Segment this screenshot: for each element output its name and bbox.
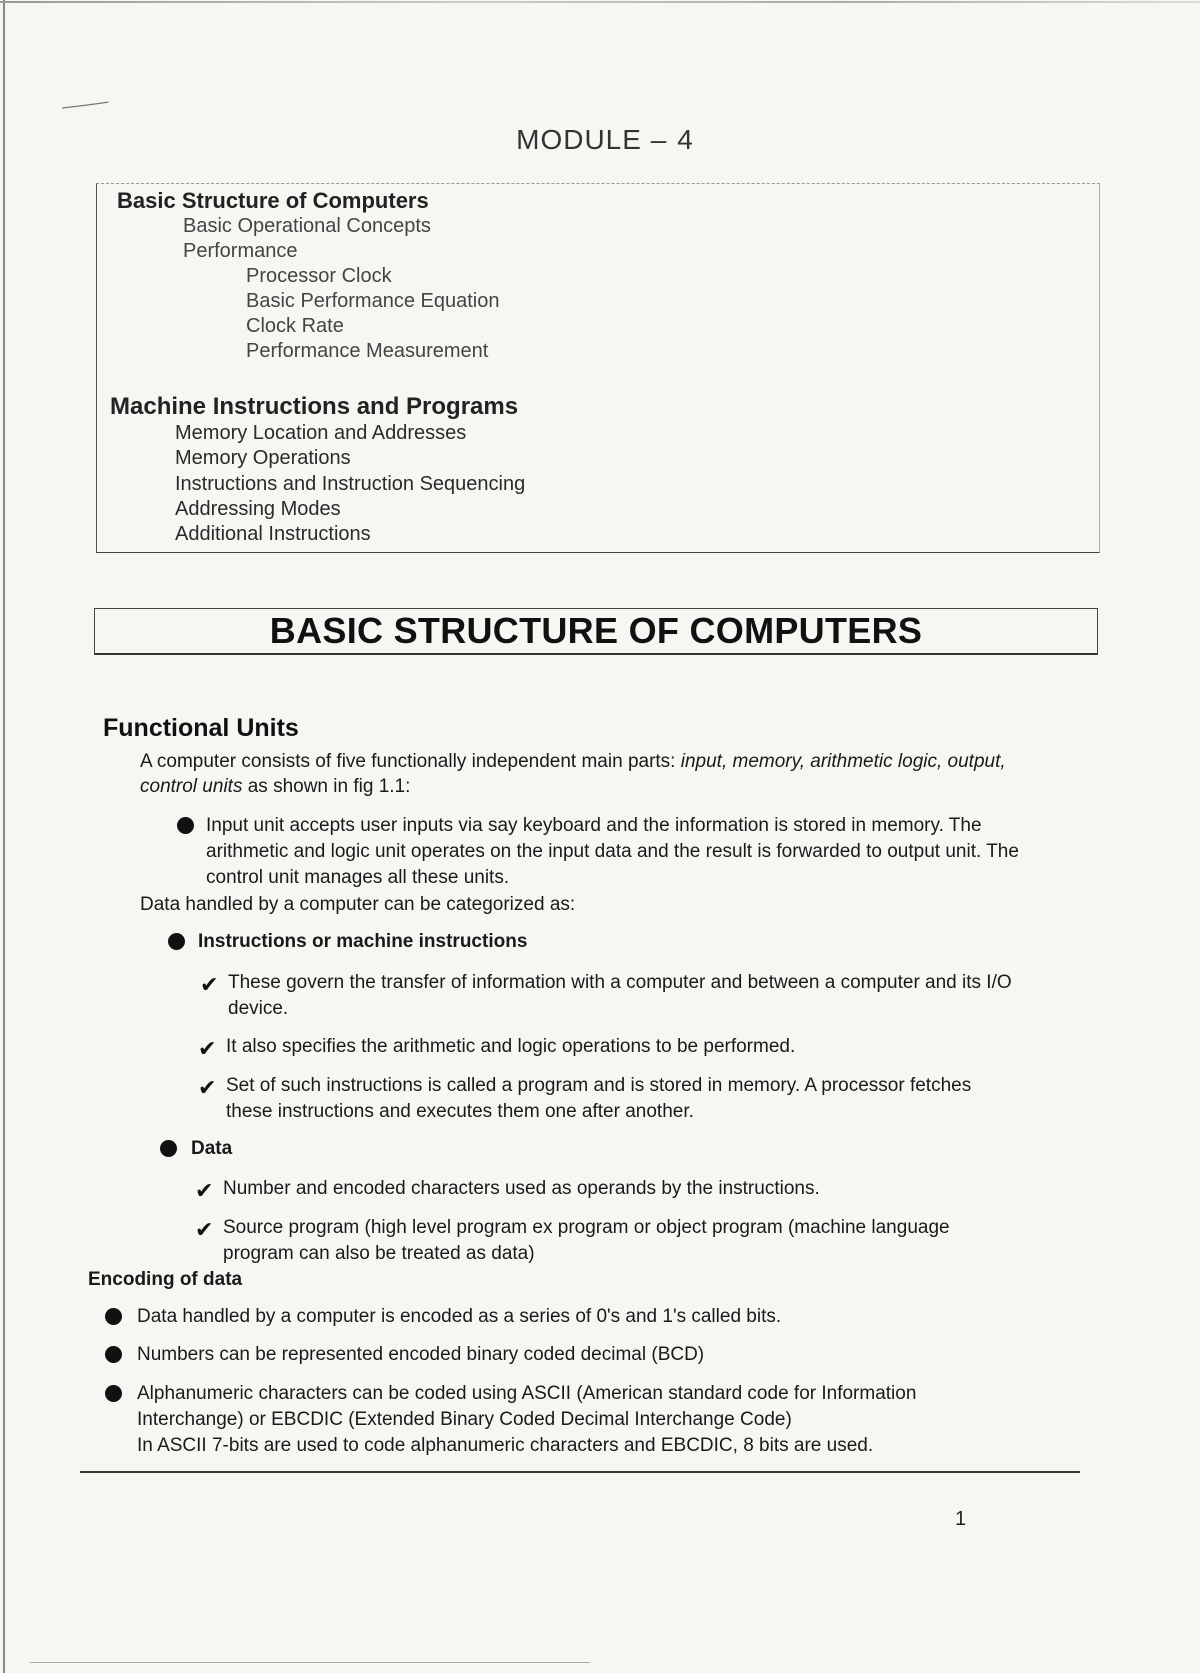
toc-sub-item: Basic Performance Equation: [246, 290, 500, 312]
scan-edge-bottom: [30, 1662, 590, 1663]
bullet-text-line: control unit manages all these units.: [206, 867, 510, 888]
category-instructions: Instructions or machine instructions: [198, 931, 528, 952]
check-text-line: Source program (high level program ex program or object program (machine language: [223, 1217, 950, 1238]
module-title: [0, 124, 1200, 156]
bullet-icon: [160, 1140, 177, 1157]
toc-item: Memory Location and Addresses: [175, 422, 467, 444]
intro-line-2: [140, 776, 410, 798]
check-text-line: program can also be treated as data): [223, 1243, 535, 1264]
toc-sub-item: Clock Rate: [246, 315, 344, 337]
intro-text: as shown in fig 1.1:: [242, 776, 411, 797]
checkmark-icon: ✔: [198, 1036, 217, 1061]
section-banner: [94, 608, 1098, 655]
bullet-icon: [105, 1346, 122, 1363]
toc-heading-machine-instructions: Machine Instructions and Programs: [110, 393, 519, 420]
module-label: MODULE –: [516, 124, 668, 155]
toc-item: Addressing Modes: [175, 498, 341, 520]
toc-sub-item: Processor Clock: [246, 265, 392, 287]
toc-item: Additional Instructions: [175, 523, 371, 545]
pen-mark: [60, 100, 110, 110]
footer-rule: [80, 1471, 1080, 1473]
scan-edge-top: [0, 1, 1200, 3]
module-number: 4: [677, 124, 694, 155]
check-text-line: these instructions and executes them one after another.: [226, 1101, 694, 1122]
bullet-icon: [177, 817, 194, 834]
heading-functional-units: Functional Units: [103, 714, 299, 742]
toc-item: Instructions and Instruction Sequencing: [175, 473, 526, 495]
check-text-line: device.: [228, 998, 289, 1019]
intro-line-1: [140, 751, 1006, 773]
toc-item: Basic Operational Concepts: [183, 215, 431, 237]
scan-edge-left: [3, 0, 5, 1673]
heading-encoding-of-data: Encoding of data: [88, 1269, 243, 1290]
intro-italic: control units: [140, 776, 243, 797]
encoding-text-line: Numbers can be represented encoded binary coded decimal (BCD): [137, 1344, 705, 1365]
check-text-line: Set of such instructions is called a program and is stored in memory. A processor fetches: [226, 1075, 972, 1096]
encoding-text-line: Interchange) or EBCDIC (Extended Binary Coded Decimal Interchange Code): [137, 1409, 792, 1430]
encoding-text-line: In ASCII 7-bits are used to code alphanumeric characters and EBCDIC, 8 bits are used.: [137, 1435, 874, 1456]
bullet-icon: [168, 933, 185, 950]
check-text-line: Number and encoded characters used as operands by the instructions.: [223, 1178, 820, 1199]
checkmark-icon: ✔: [195, 1217, 214, 1242]
bullet-icon: [105, 1385, 122, 1402]
checkmark-icon: ✔: [195, 1178, 214, 1203]
section-banner-title: BASIC STRUCTURE OF COMPUTERS: [269, 610, 923, 651]
bullet-text-line: Input unit accepts user inputs via say keyboard and the information is stored in memory. The: [206, 815, 982, 836]
checkmark-icon: ✔: [200, 972, 219, 997]
data-intro: Data handled by a computer can be categorized as:: [140, 894, 576, 915]
bullet-icon: [105, 1308, 122, 1325]
encoding-text-line: Data handled by a computer is encoded as a series of 0's and 1's called bits.: [137, 1306, 782, 1327]
toc-item: Memory Operations: [175, 447, 351, 469]
bullet-text-line: arithmetic and logic unit operates on the input data and the result is forwarded to output unit. The: [206, 841, 1019, 862]
toc-heading-basic-structure: Basic Structure of Computers: [117, 188, 429, 213]
toc-item: Performance: [183, 240, 298, 262]
toc-sub-item: Performance Measurement: [246, 340, 489, 362]
check-text-line: These govern the transfer of information with a computer and between a computer and its I/O: [228, 972, 1012, 993]
intro-italic: input, memory, arithmetic logic, output,: [680, 751, 1006, 772]
category-data: Data: [191, 1138, 233, 1159]
page-number: 1: [955, 1508, 967, 1530]
intro-text: A computer consists of five functionally independent main parts:: [140, 751, 681, 772]
encoding-text-line: Alphanumeric characters can be coded using ASCII (American standard code for Information: [137, 1383, 917, 1404]
checkmark-icon: ✔: [198, 1075, 217, 1100]
check-text-line: It also specifies the arithmetic and logic operations to be performed.: [226, 1036, 796, 1057]
